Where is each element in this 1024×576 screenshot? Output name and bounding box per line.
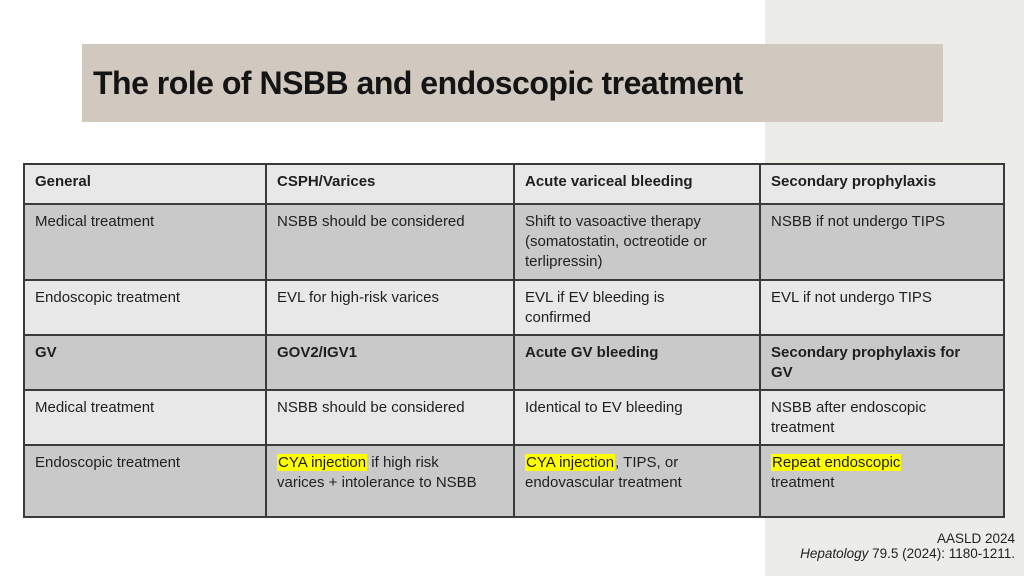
table-cell: Identical to EV bleeding xyxy=(514,390,760,445)
table-row xyxy=(24,445,1004,517)
table-cell: Medical treatment xyxy=(24,390,266,445)
table-cell: Medical treatment xyxy=(24,204,266,280)
table-cell: CYA injection, TIPS, or endovascular treatment xyxy=(514,445,760,517)
table-cell: Endoscopic treatment xyxy=(24,445,266,517)
highlight: CYA injection xyxy=(526,454,615,471)
table-row xyxy=(24,390,1004,445)
citation-journal: Hepatology xyxy=(800,546,869,561)
table-cell: Secondary prophylaxis for GV xyxy=(760,335,1004,390)
title-banner xyxy=(82,44,943,122)
table-cell: Shift to vasoactive therapy (somatostatin, octreotide or terlipressin) xyxy=(514,204,760,280)
table-row xyxy=(24,280,1004,335)
treatment-table xyxy=(23,163,1005,518)
highlight: Repeat endoscopic xyxy=(772,454,901,471)
citation-ref-detail: 79.5 (2024): 1180-1211. xyxy=(868,546,1015,561)
table-cell: NSBB should be considered xyxy=(266,390,514,445)
table-cell: NSBB if not undergo TIPS xyxy=(760,204,1004,280)
citation-source: AASLD 2024 xyxy=(936,531,1015,546)
citation xyxy=(800,531,1015,561)
table-cell: CYA injection if high risk varices + intolerance to NSBB xyxy=(266,445,514,517)
column-header-cell: CSPH/Varices xyxy=(266,164,514,204)
column-header-cell: Secondary prophylaxis xyxy=(760,164,1004,204)
column-header-cell: Acute variceal bleeding xyxy=(514,164,760,204)
table-cell: Endoscopic treatment xyxy=(24,280,266,335)
table-cell: Repeat endoscopic treatment xyxy=(760,445,1004,517)
table-cell: GV xyxy=(24,335,266,390)
treatment-table-container xyxy=(23,163,1003,518)
table-cell: NSBB after endoscopic treatment xyxy=(760,390,1004,445)
table-cell: NSBB should be considered xyxy=(266,204,514,280)
table-cell: EVL if EV bleeding is confirmed xyxy=(514,280,760,335)
column-header-cell: General xyxy=(24,164,266,204)
table-cell: GOV2/IGV1 xyxy=(266,335,514,390)
table-cell: Acute GV bleeding xyxy=(514,335,760,390)
highlight: CYA injection xyxy=(278,454,367,471)
table-header-row xyxy=(24,164,1004,204)
table-cell: EVL for high-risk varices xyxy=(266,280,514,335)
treatment-table-body xyxy=(24,164,1004,517)
page-title: The role of NSBB and endoscopic treatment xyxy=(93,65,743,101)
citation-reference xyxy=(800,546,1015,561)
table-cell: EVL if not undergo TIPS xyxy=(760,280,1004,335)
table-row xyxy=(24,204,1004,280)
table-row xyxy=(24,335,1004,390)
